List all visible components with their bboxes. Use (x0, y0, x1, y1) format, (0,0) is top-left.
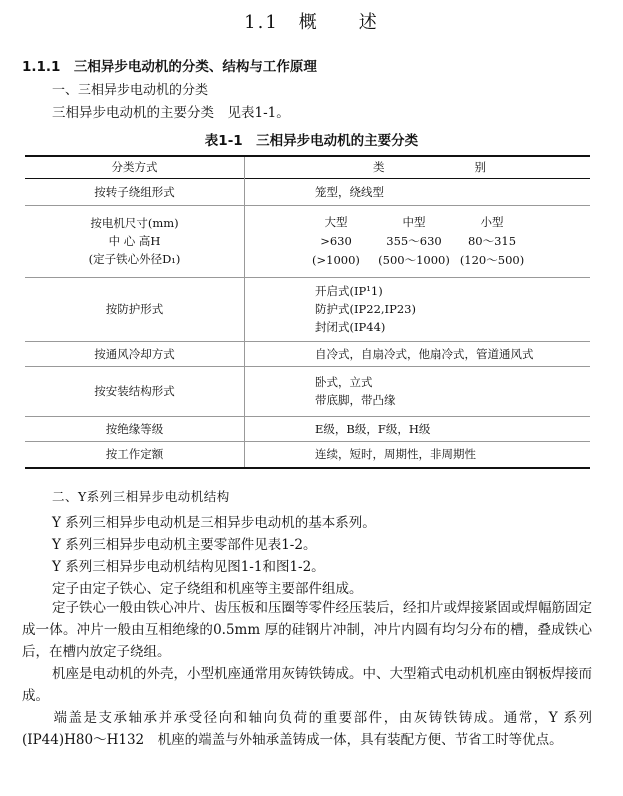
chapter-title: 1.1 概 述 (244, 12, 379, 33)
table-row (25, 341, 590, 366)
paragraph-text: 定子铁心一般由铁心冲片、齿压板和压圈等零件经压装后，经扣片或焊接紧固或焊幅筋固定成一体。冲片一般由互相绝缘的0.5mm 厚的硅钢片冲制，冲片内圆有均匀分布的槽，叠成铁心后，在槽内放定子绕组。 (22, 600, 592, 660)
label-line: 按电机尺寸(mm) (90, 216, 179, 230)
row-value: 自冷式，自扇冷式，他扇冷式，管道通风式 (315, 346, 534, 361)
size-large (297, 213, 375, 270)
row-value (245, 366, 591, 416)
row-label: 按工作定额 (25, 441, 245, 468)
table-row (25, 366, 590, 416)
subsection-heading-structure: 二、Y系列三相异步电动机结构 (52, 489, 230, 504)
paragraph-frame (22, 663, 592, 707)
label-line: 中 心 高H (108, 234, 161, 248)
row-value: E级，B级，F级，H级 (315, 421, 431, 436)
size-name: 中型 (402, 214, 426, 229)
table-caption: 表1-1 三相异步电动机的主要分类 (204, 133, 419, 149)
size-diameter: (500～1000) (378, 252, 450, 267)
value-line: 防护式(IP22,IP23) (315, 302, 416, 316)
row-label: 按转子绕组形式 (25, 178, 245, 205)
size-height: >630 (320, 233, 352, 248)
paragraph-text: 机座是电动机的外壳，小型机座通常用灰铸铁铸成。中、大型箱式电动机机座由钢板焊接而成。 (22, 666, 592, 704)
row-value: 笼型，绕线型 (315, 184, 384, 199)
size-diameter: (120～500) (459, 252, 525, 267)
section-title: 1.1.1 三相异步电动机的分类、结构与工作原理 (22, 59, 317, 75)
label-line: (定子铁心外径D₁) (88, 252, 181, 266)
size-diameter: (>1000) (312, 252, 360, 267)
intro-line: 三相异步电动机的主要分类 见表1-1。 (52, 105, 290, 121)
paragraph-text: 端盖是支承轴承并承受径向和轴向负荷的重要部件，由灰铸铁铸成。通常，Y 系列(IP44)H80～H132 机座的端盖与外轴承盖铸成一体，具有装配方便、节省工时等优点。 (22, 710, 592, 748)
header-classification-method: 分类方式 (25, 156, 245, 178)
size-name: 大型 (324, 214, 348, 229)
table-header-row (25, 156, 590, 178)
value-line: 带底脚，带凸缘 (315, 393, 396, 407)
body-line: Y 系列三相异步电动机是三相异步电动机的基本系列。 (52, 515, 376, 531)
size-medium (375, 213, 453, 270)
subsection-heading-classification: 一、三相异步电动机的分类 (52, 83, 209, 98)
table-row (25, 277, 590, 341)
header-category-a: 类 (373, 160, 385, 175)
row-value (245, 277, 591, 341)
table-row (25, 416, 590, 441)
row-label: 按通风冷却方式 (25, 341, 245, 366)
size-height: 80～315 (467, 233, 517, 248)
table-row (25, 205, 590, 277)
row-label: 按安装结构形式 (25, 366, 245, 416)
header-category (245, 156, 591, 178)
value-line: 封闭式(IP44) (315, 320, 386, 334)
paragraph-end-cover (22, 707, 592, 751)
table-row (25, 441, 590, 468)
classification-table (25, 155, 590, 469)
row-value (245, 205, 591, 277)
paragraph-stator-core (22, 597, 592, 663)
row-label (25, 205, 245, 277)
value-line: 开启式(IP¹1) (315, 284, 383, 298)
body-line: 定子由定子铁心、定子绕组和机座等主要部件组成。 (52, 581, 363, 597)
row-label: 按绝缘等级 (25, 416, 245, 441)
size-small (453, 213, 531, 270)
size-name: 小型 (480, 214, 504, 229)
size-height: 355～630 (386, 233, 442, 248)
row-label: 按防护形式 (25, 277, 245, 341)
table-row (25, 178, 590, 205)
value-line: 卧式，立式 (315, 375, 373, 389)
body-line: Y 系列三相异步电动机主要零部件见表1-2。 (52, 537, 317, 553)
row-value: 连续，短时，周期性，非周期性 (315, 447, 476, 462)
header-category-b: 别 (474, 160, 486, 175)
body-line: Y 系列三相异步电动机结构见图1-1和图1-2。 (52, 559, 325, 575)
